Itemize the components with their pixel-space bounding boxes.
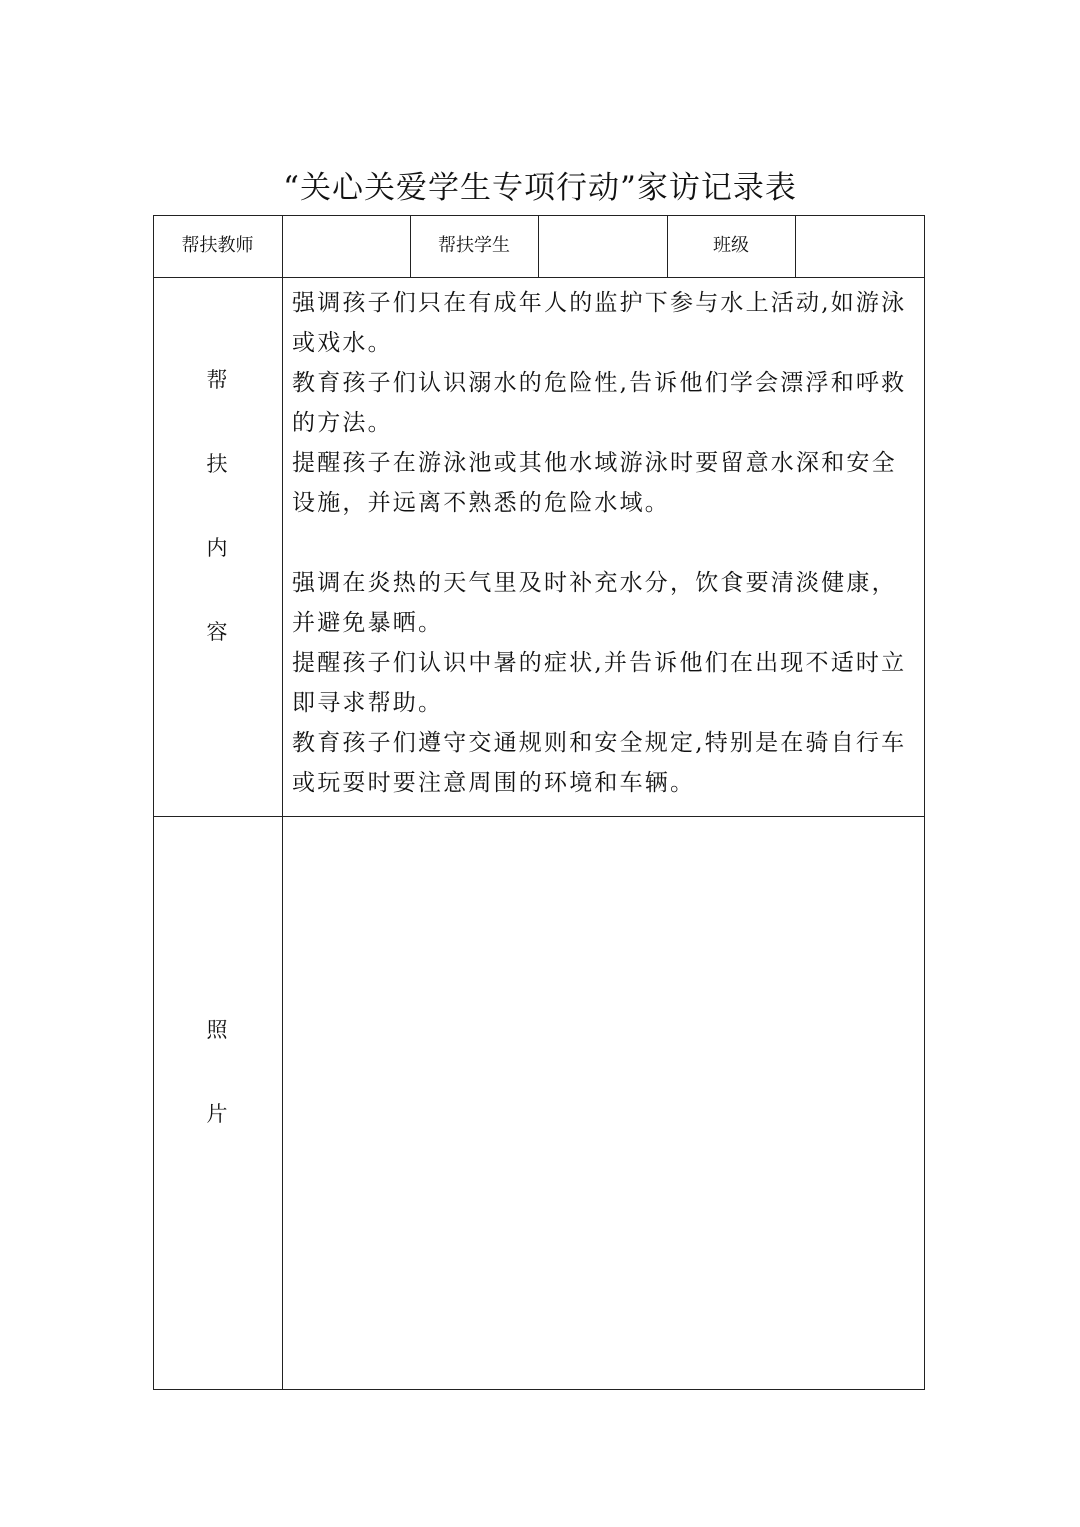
teacher-label: 帮扶教师 (181, 235, 254, 256)
content-paragraph: 提醒孩子们认识中暑的症状,并告诉他们在出现不适时立即寻求帮助。 (292, 650, 907, 716)
content-paragraph: 教育孩子们认识溺水的危险性,告诉他们学会漂浮和呼救的方法。 (292, 370, 907, 436)
teacher-value-field[interactable] (283, 216, 410, 277)
content-blank-line (292, 523, 918, 563)
content-paragraph: 提醒孩子在游泳池或其他水域游泳时要留意水深和安全设施，并远离不熟悉的危险水域。 (292, 450, 897, 516)
content-paragraph: 强调在炎热的天气里及时补充水分，饮食要清淡健康，并避免暴晒。 (292, 570, 897, 636)
content-label-char-3: 内 (206, 536, 228, 560)
content-label-char-1: 帮 (206, 368, 228, 392)
student-value-field[interactable] (539, 216, 667, 277)
class-value-field[interactable] (796, 216, 924, 277)
class-label: 班级 (713, 235, 749, 256)
row-divider-header (153, 277, 925, 278)
content-body (292, 283, 918, 803)
photo-label-char-1: 照 (206, 1018, 228, 1042)
content-paragraph: 教育孩子们遵守交通规则和安全规定,特别是在骑自行车或玩耍时要注意周围的环境和车辆。 (292, 730, 907, 796)
photo-label-char-2: 片 (206, 1102, 228, 1126)
student-label: 帮扶学生 (438, 235, 510, 256)
document-title: “关心关爱学生专项行动”家访记录表 (283, 170, 797, 206)
content-label-char-2: 扶 (206, 452, 228, 476)
content-paragraph: 强调孩子们只在有成年人的监护下参与水上活动,如游泳或戏水。 (292, 290, 907, 356)
content-label-char-4: 容 (206, 620, 228, 644)
photo-area[interactable] (283, 817, 924, 1389)
